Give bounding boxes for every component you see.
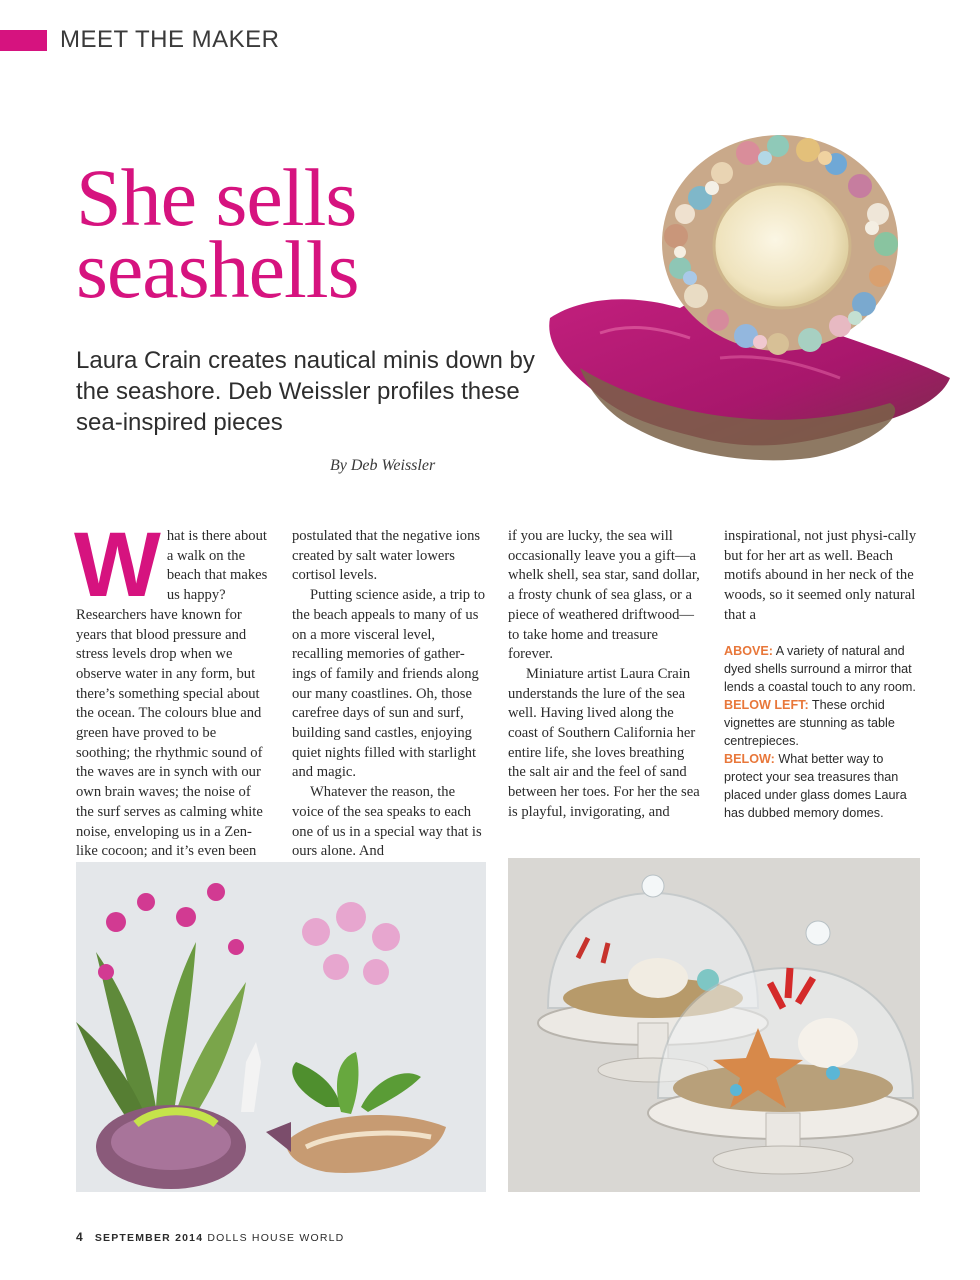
caption-text: A variety of natural and dyed shells surround a mirror that lends a coastal touch to any room. [724, 644, 916, 694]
shell-mirror-photo [540, 128, 960, 473]
magazine-name: DOLLS HOUSE WORLD [207, 1232, 345, 1244]
caption-label: ABOVE: [724, 644, 773, 658]
page-number: 4 [76, 1230, 83, 1244]
standfirst: Laura Crain creates nautical minis down by the seashore. Deb Weissler profiles these sea-inspired pieces [76, 347, 535, 436]
caption-above [724, 642, 924, 696]
caption-label: BELOW LEFT: [724, 698, 809, 712]
memory-domes-photo [508, 858, 920, 1192]
caption-text: These orchid vignettes are stunning as table centrepieces. [724, 698, 895, 748]
column-1-paragraph-1: hat is there about a walk on the beach that makes us happy? Researchers have known for years that blood pressure and stress levels drop when we observe water in any form, but there’s something special about the ocean. The colours blue and green have proved to be soothing; the rhythmic sound of the waves are in synch with our own brain waves; the noise of the surf serves as calming white noise, enveloping us in a Zen-like cocoon; and it’s even been [76, 528, 268, 860]
caption-text: What better way to protect your sea treasures than placed under glass domes Laura has dubbed memory domes. [724, 752, 907, 820]
column-4-paragraph-1: inspirational, not just physi-cally but for her art as well. Beach motifs abound in her neck of the woods, so it seemed only natural that a [724, 528, 917, 623]
headline-line-2: seashells [76, 224, 359, 315]
page-footer [76, 1230, 344, 1244]
orchid-vignettes-photo [76, 862, 486, 1192]
headline [76, 152, 556, 315]
body-column-4 [724, 527, 919, 626]
body-column-1 [74, 514, 271, 862]
column-3-paragraph-1: if you are lucky, the sea will occasionally leave you a gift—a whelk shell, sea star, sand dollar, a frosty chunk of sea glass, or a piece of weathered driftwood—to take home and treasure forever. [508, 528, 700, 663]
section-label: MEET THE MAKER [60, 26, 280, 53]
column-2-paragraph-3: Whatever the reason, the voice of the sea speaks to each one of us in a special way that is ours alone. And [292, 784, 482, 860]
issue-date: SEPTEMBER 2014 [94, 1232, 204, 1244]
body-column-2 [292, 527, 487, 862]
byline: By Deb Weissler [330, 457, 436, 474]
caption-below [724, 750, 924, 822]
photo-captions [724, 642, 924, 822]
drop-cap: W [74, 514, 161, 616]
column-3-paragraph-2: Miniature artist Laura Crain understands the lure of the sea well. Having lived along the coast of Southern California her entire life, she loves breathing the salt air and the feel of sand between her toes. For her the sea is playful, invigorating, and [508, 665, 700, 820]
column-2-paragraph-2: Putting science aside, a trip to the beach appeals to many of us on a more visceral level, recalling memories of gather-ings of family and friends along our many coastlines. Oh, those carefree days of sun and surf, building sand castles, enjoying quiet nights filled with starlight and magic. [292, 587, 486, 781]
section-color-bar [0, 30, 47, 51]
column-2-paragraph-1: postulated that the negative ions created by salt water lowers cortisol levels. [292, 528, 481, 584]
body-column-3 [508, 527, 703, 823]
headline-line-1: She sells [76, 152, 357, 243]
caption-below-left [724, 696, 924, 750]
caption-label: BELOW: [724, 752, 775, 766]
